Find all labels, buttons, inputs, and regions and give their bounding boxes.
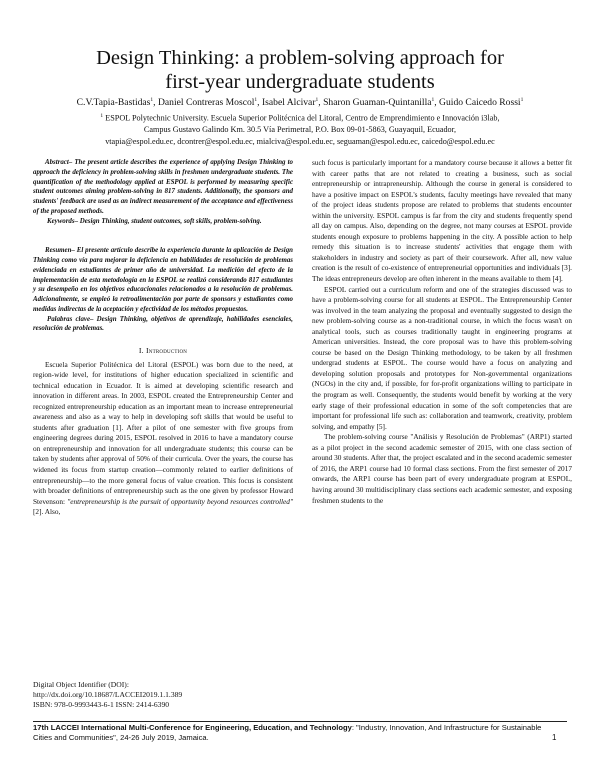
doi-label: Digital Object Identifier (DOI): <box>33 680 129 689</box>
title-line-1: Design Thinking: a problem-solving approach for <box>96 47 504 69</box>
author-sup: 1 <box>315 97 319 103</box>
conference-footer <box>33 723 553 743</box>
doi-block <box>33 680 182 711</box>
intro-text: Escuela Superior Politécnica del Litoral (ESPOL) was born due to the need, at region-wide level, for institutions of higher education specialized in scientific and technical education in Ecuador. It is aimed at developing scientific research and innovation in different areas. In 2003, ESPOL created the Entrepreneurship Center and recognized entrepreneurship education as an important mean to increase entrepreneurial awareness and also as a way to help in developing soft skills that would be useful to students after graduation [1]. After a pilot of one semester with five groups from engineering degrees during 2015, ESPOL resolved in 2016 to have a mandatory course on entrepreneurship and innovation for all undergraduate students; this course can be taken by students after approval of 50% of their curricula. Over the years, the course has widened its focus from startup creation—commonly related to earlier definitions of entrepreneurship—to the more general focus of value creation. This focus is consistent with broader definitions of entrepreneurship such as the one given by professor Howard Stevenson: <box>33 359 293 506</box>
conference-name: 17th LACCEI International Multi-Conference for Engineering, Education, and Technology <box>33 723 352 732</box>
affiliation-line-2: Campus Gustavo Galindo Km. 30.5 Vía Perimetral, P.O. Box 09-01-5863, Guayaquil, Ecuador, <box>143 125 457 135</box>
title-line-2: first-year undergraduate students <box>165 71 435 93</box>
affiliation <box>20 111 580 147</box>
author-sup: 1 <box>254 97 258 103</box>
abstract-spanish: Resumen– El presente artículo describe la experiencia durante la aplicación de Design Thinking como vía para mejorar la deficiencia en habilidades de resolución de problemas evidenciada en estudiantes de primer año de universidad. La medición del efecto de la implementación de esta metodología en la ESPOL se realizó considerando 817 estudiantes y su desempeño en los objetivos educacionales relacionados a la resolución de problemas. Adicionalmente, se empleó la retroalimentación por parte de sponsors y estudiantes como medidas indirectas de la aceptación y efectividad de los métodos propuestos. <box>33 247 293 313</box>
page-number: 1 <box>552 733 557 742</box>
isbn-issn: ISBN: 978-0-9993443-6-1 ISSN: 2414-6390 <box>33 700 170 710</box>
doi-link[interactable]: http://dx.doi.org/10.18687/LACCEI2019.1.1.389 <box>33 690 183 700</box>
author-sup: 1 <box>431 97 435 103</box>
author-name: C.V.Tapia-Bastidas <box>76 97 151 109</box>
author-name: Sharon Guaman-Quintanilla <box>323 97 432 109</box>
author-sup: 1 <box>520 97 524 103</box>
left-column <box>33 158 293 518</box>
author-sup: 1 <box>150 97 154 103</box>
right-column <box>312 158 572 506</box>
conference-details: : "Industry, Innovation, And Infrastructure for Sustainable Cities and Communities", 24-26 July 2019, Jamaica. <box>33 723 542 742</box>
abstract-english: Abstract– The present article describes the experience of applying Design Thinking to approach the deficiency in problem-solving skills in freshmen undergraduate students. The quantification of the methodology applied at ESPOL is performed by measuring specific student outcomes aiming problem-solving in 817 students. Additionally, the sponsors and students' feedback are used as an indirect measurement of the acceptance and effectiveness of the proposed methods. <box>33 159 293 215</box>
body-paragraph-1: such focus is particularly important for a mandatory course because it allows a better fit with career paths that are not related to creating a business, such as social entrepreneurship or intrapreneurship. Although the course in general is considered to have a positive impact on ESPOL's students, faculty meetings have revealed that many of the project ideas students propose are related to problems that students encounter within the university. ESPOL campus is far from the city and students frequently spend all day on campus. Also, depending on the degree, not many courses at ESPOL provide students enough exposure to problems happening in the city. A possible action to help remedy this situation is to increase students' activities that engage them with stakeholders in industry and society as part of their coursework. After all, new value creation is the result of co-existence of entrepreneurial opportunities and individuals [3]. The ideas entrepreneurs develop are often inherent in the means available to them [4]. <box>312 158 572 284</box>
intro-paragraph <box>33 360 293 518</box>
author-name: Guido Caicedo Rossi <box>439 97 521 109</box>
intro-text-end: [2]. Also, <box>33 507 61 517</box>
author-list: C.V.Tapia-Bastidas$^1$, Daniel Contreras Moscol$^1$, Isabel Alcivar$^1$, Sharon Guaman-Quintanilla$^1$, Guido Caicedo Rossi$^1$ <box>76 97 524 109</box>
author-emails: vtapia@espol.edu.ec, dcontrer@espol.edu.ec, mialciva@espol.edu.ec, seguaman@espol.edu.ec, caicedo@espol.edu.ec <box>105 136 495 146</box>
stevenson-quote: "entrepreneurship is the pursuit of opportunity beyond resources controlled" <box>67 496 294 506</box>
keywords-spanish: Palabras clave– Design Thinking, objetivos de aprendizaje, habilidades esenciales, resolución de problemas. <box>33 315 293 333</box>
paper-title <box>0 46 600 94</box>
section-heading-introduction: I. Introduction <box>138 346 188 355</box>
affiliation-line-1: ESPOL Polytechnic University. Escuela Superior Politécnica del Litoral, Centro de Emprendimiento e Innovación i3lab, <box>105 113 500 123</box>
body-paragraph-3: The problem-solving course "Análisis y Resolución de Problemas" (ARP1) started as a pilot project in the second academic semester of 2015, with one class section of around 30 students. After that, the project escalated and in the second academic semester of 2016, the ARP1 course had 10 formal class sections. From the first semester of 2017 onwards, the ARP1 course has been part of every undergraduate program at ESPOL, having around 30 multidisciplinary class sections each academic semester, and exposing freshmen students to the <box>312 432 572 505</box>
footer-divider <box>33 721 567 722</box>
author-name: Isabel Alcivar <box>261 97 316 109</box>
affiliation-sup: 1 <box>100 113 104 119</box>
body-paragraph-2: ESPOL carried out a curriculum reform and one of the strategies discussed was to have a problem-solving course for all students at ESPOL. The Entrepreneurship Center was involved in the team analyzing the proposal and eventually suggested to design the new problem-solving course as a non-traditional course, in which the focus wasn't on analytical tools, such as courses traditionally taught in engineering programs at American universities. Instead, the core proposal was to have this problem-solving course be based on the Design Thinking methodology, to be taken by all freshmen undergrad students at ESPOL. The course would have a focus on analyzing and developing solution proposals and prototypes for Non-governmental organizations (NGOs) in the city and, if possible, for for-profit organizations willing to participate in the program as well. Consequently, the students would benefit by working at the very early stage of their professional education in some of the soft competencies that are important for professional life such as: collaboration and teamwork, creativity, problem solving, and empathy [5]. <box>312 284 572 431</box>
author-name: Daniel Contreras Moscol <box>157 97 255 109</box>
keywords-english: Keywords– Design Thinking, student outcomes, soft skills, problem-solving. <box>47 217 262 225</box>
